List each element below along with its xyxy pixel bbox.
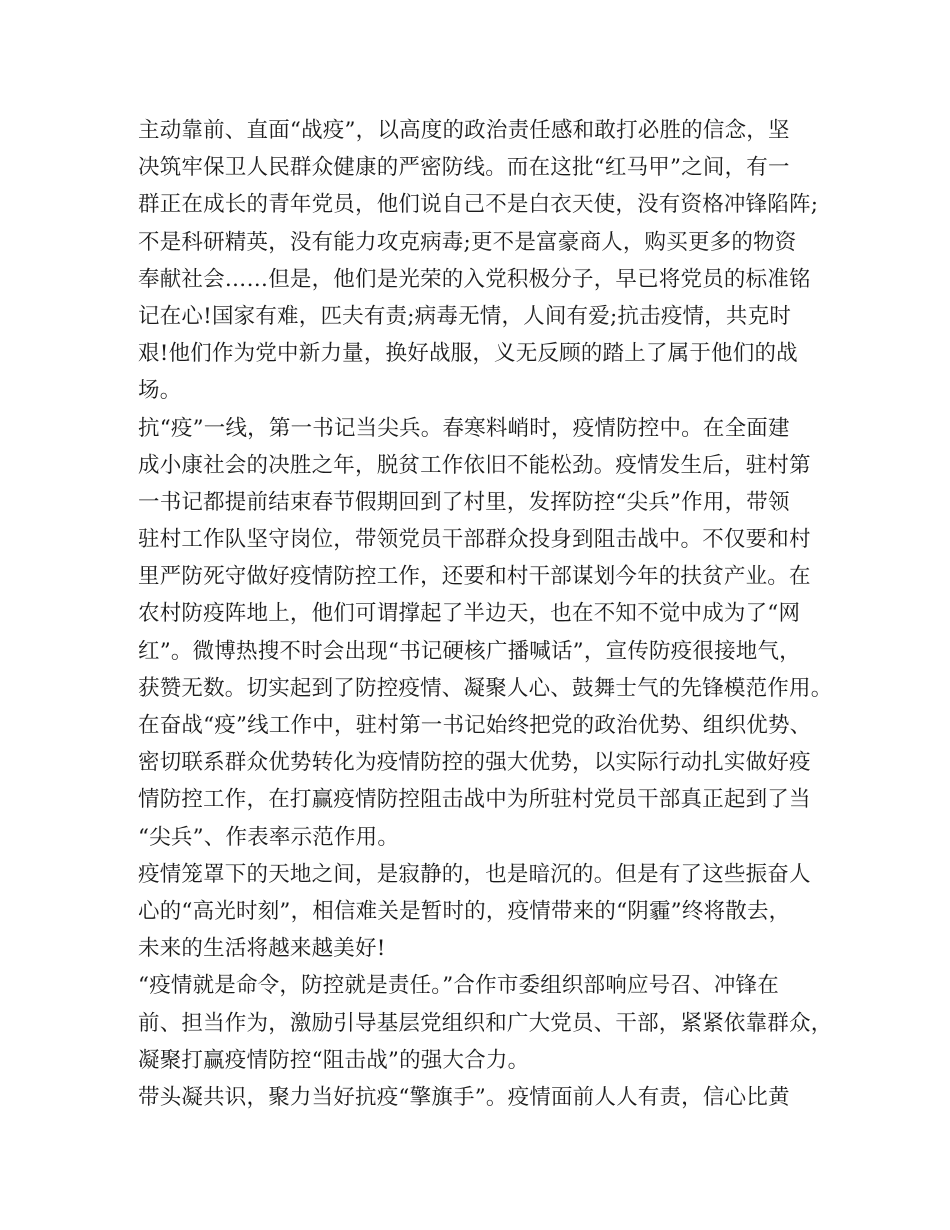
body-text xyxy=(138,112,833,1116)
text-line: 决筑牢保卫人民群众健康的严密防线。而在这批“红马甲”之间，有一 xyxy=(138,155,790,181)
text-line: 奉献社会……但是，他们是光荣的入党积极分子，早已将党员的标准铭 xyxy=(138,266,811,292)
text-line: 情防控工作，在打赢疫情防控阻击战中为所驻村党员干部真正起到了当 xyxy=(138,787,811,813)
text-line: 密切联系群众优势转化为疫情防控的强大优势，以实际行动扎实做好疫 xyxy=(138,750,811,776)
text-line: 场。 xyxy=(138,378,182,404)
text-line: 艰!他们作为党中新力量，换好战服，义无反顾的踏上了属于他们的战 xyxy=(138,341,798,367)
text-line: 群正在成长的青年党员，他们说自己不是白衣天使，没有资格冲锋陷阵; xyxy=(138,192,819,218)
text-line: 驻村工作队坚守岗位，带领党员干部群众投身到阻击战中。不仅要和村 xyxy=(138,527,811,553)
text-line: 里严防死守做好疫情防控工作，还要和村干部谋划今年的扶贫产业。在 xyxy=(138,564,811,590)
text-line: 记在心!国家有难，匹夫有责;病毒无情，人间有爱;抗击疫情，共克时 xyxy=(138,303,792,329)
text-line: 农村防疫阵地上，他们可谓撑起了半边天，也在不知不觉中成为了“网 xyxy=(138,601,801,627)
text-line: 获赞无数。切实起到了防控疫情、凝聚人心、鼓舞士气的先锋模范作用。 xyxy=(138,675,833,701)
text-line: 前、担当作为，激励引导基层党组织和广大党员、干部，紧紧依靠群众， xyxy=(138,1010,833,1036)
text-line: 主动靠前、直面“战疫”，以高度的政治责任感和敢打必胜的信念，坚 xyxy=(138,118,790,143)
text-line: “尖兵”、作表率示范作用。 xyxy=(138,824,400,850)
text-line: 一书记都提前结束春节假期回到了村里，发挥防控“尖兵”作用，带领 xyxy=(138,489,790,515)
text-line: 未来的生活将越来越美好! xyxy=(138,936,386,962)
text-line: “疫情就是命令，防控就是责任。”合作市委组织部响应号召、冲锋在 xyxy=(138,973,779,999)
text-line: 不是科研精英，没有能力攻克病毒;更不是富豪商人，购买更多的物资 xyxy=(138,229,797,255)
text-line: 带头凝共识，聚力当好抗疫“擎旗手”。疫情面前人人有责，信心比黄 xyxy=(138,1084,790,1110)
text-line: 红”。微博热搜不时会出现“书记硬核广播喊话”，宣传防疫很接地气， xyxy=(138,638,801,664)
text-line: 疫情笼罩下的天地之间，是寂静的，也是暗沉的。但是有了这些振奋人 xyxy=(138,861,811,887)
text-line: 成小康社会的决胜之年，脱贫工作依旧不能松劲。疫情发生后，驻村第 xyxy=(138,452,811,478)
text-line: 在奋战“疫”线工作中，驻村第一书记始终把党的政治优势、组织优势、 xyxy=(138,713,812,738)
text-line: 心的“高光时刻”，相信难关是暂时的，疫情带来的“阴霾”终将散去， xyxy=(138,898,791,924)
text-line: 抗“疫”一线，第一书记当尖兵。春寒料峭时，疫情防控中。在全面建 xyxy=(138,415,790,441)
text-line: 凝聚打赢疫情防控“阻击战”的强大合力。 xyxy=(138,1047,530,1073)
